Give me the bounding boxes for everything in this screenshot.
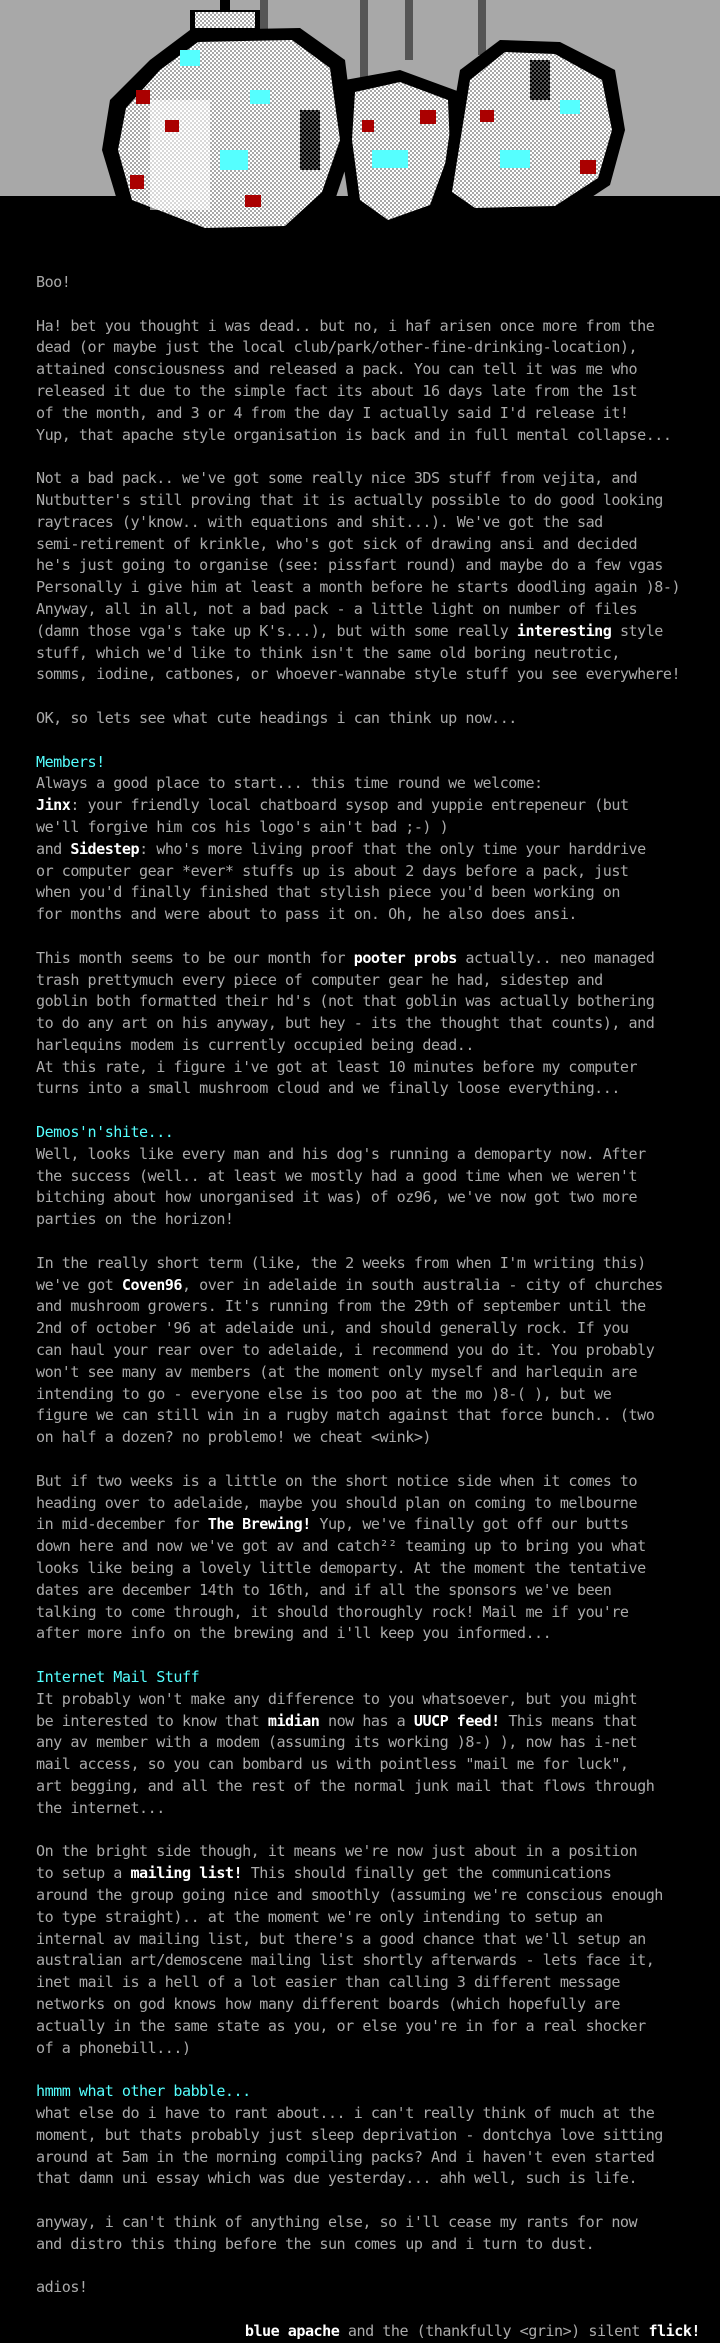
mail-line: On the bright side though, it means we're now just about in a position xyxy=(36,1842,638,1861)
pack-line: he's just going to organise (see: pissfart round) and maybe do a few vgas xyxy=(36,556,663,575)
mail-line: internal av mailing list, but there's a good chance that we'll setup an xyxy=(36,1929,646,1948)
signature-blue-apache: blue apache xyxy=(244,2321,340,2340)
pack-line-mixed xyxy=(36,621,716,643)
blue-apache-logo-icon xyxy=(0,0,720,245)
mail-line: of a phonebill...) xyxy=(36,2038,191,2057)
pooter-probs-emphasis: pooter probs xyxy=(353,948,457,967)
babble-line: what else do i have to rant about... i can't really think of much at the xyxy=(36,2103,655,2122)
mail-line: australian art/demoscene mailing list shortly afterwards - lets face it, xyxy=(36,1951,655,1970)
demos-line-text: Yup, we've finally got off our butts xyxy=(310,1515,629,1534)
member-name-jinx: Jinx xyxy=(36,796,71,815)
demos-line: figure we can still win in a rugby match against that force bunch.. (two xyxy=(36,1406,655,1425)
pooter-line: goblin both formatted their hd's (not that goblin was actually bothering xyxy=(36,992,655,1011)
interesting-emphasis: interesting xyxy=(516,621,612,640)
pack-line: Anyway, all in all, not a bad pack - a little light on number of files xyxy=(36,599,638,618)
mail-line-text: This means that xyxy=(499,1711,638,1730)
member-name-sidestep: Sidestep xyxy=(70,839,140,858)
demos-line: won't see many av members (at the moment only myself and harlequin are xyxy=(36,1362,638,1381)
mail-line: It probably won't make any difference to you whatsoever, but you might xyxy=(36,1689,638,1708)
demos-line-text: in mid-december for xyxy=(36,1515,208,1534)
demos-line: looks like being a lovely little demoparty. At the moment the tentative xyxy=(36,1559,646,1578)
members-line: Always a good place to start... this time round we welcome: xyxy=(36,774,543,793)
pooter-line: to do any art on his anyway, but hey - its the thought that counts), and xyxy=(36,1014,655,1033)
members-heading: Members! xyxy=(36,752,105,771)
demos-line: But if two weeks is a little on the short notice side when it comes to xyxy=(36,1471,638,1490)
mail-line-text: This should finally get the communications xyxy=(242,1864,612,1883)
demos-line xyxy=(36,1275,716,1297)
demos-line: on half a dozen? no problemo! we cheat <wink>) xyxy=(36,1428,432,1447)
demos-line: after more info on the brewing and i'll keep you informed... xyxy=(36,1624,552,1643)
intro-line: Yup, that apache style organisation is back and in full mental collapse... xyxy=(36,425,672,444)
signature-flick: flick! xyxy=(648,2321,700,2340)
members-line: or computer gear *ever* stuffs up is about 2 days before a pack, just xyxy=(36,861,629,880)
babble-line: around at 5am in the morning compiling packs? And i haven't even started xyxy=(36,2147,655,2166)
pooter-line-text: actually.. neo managed xyxy=(456,948,655,967)
demos-line: heading over to adelaide, maybe you should plan on coming to melbourne xyxy=(36,1493,638,1512)
pack-line: stuff, which we'd like to think isn't the same old boring neutrotic, xyxy=(36,643,620,662)
pack-line-text: (damn those vga's take up K's...), but with some really xyxy=(36,621,517,640)
members-line xyxy=(36,795,716,817)
mail-line: actually in the same state as you, or else you're in for a real shocker xyxy=(36,2016,646,2035)
the-brewing-emphasis: The Brewing! xyxy=(207,1515,311,1534)
uucp-feed-emphasis: UUCP feed! xyxy=(413,1711,500,1730)
mail-line: to type straight).. at the moment we're only intending to setup an xyxy=(36,1907,603,1926)
pack-line: Not a bad pack.. we've got some really nice 3DS stuff from vejita, and xyxy=(36,469,638,488)
members-line xyxy=(36,839,716,861)
babble-heading: hmmm what other babble... xyxy=(36,2082,251,2101)
babble-line: that damn uni essay which was due yesterday... ahh well, such is life. xyxy=(36,2169,638,2188)
pooter-line xyxy=(36,948,716,970)
signature-text: and the (thankfully <grin>) silent xyxy=(339,2321,649,2340)
demos-line: and mushroom growers. It's running from the 29th of september until the xyxy=(36,1297,646,1316)
demos-line: intending to go - everyone else is too poo at the mo )8-( ), but we xyxy=(36,1384,612,1403)
intro-line: attained consciousness and released a pack. You can tell it was me who xyxy=(36,360,638,379)
mail-line: the internet... xyxy=(36,1798,165,1817)
babble-line: anyway, i can't think of anything else, so i'll cease my rants for now xyxy=(36,2212,638,2231)
mail-line xyxy=(36,1863,716,1885)
demos-line: can haul your rear over to adelaide, i recommend you do it. You probably xyxy=(36,1341,655,1360)
demos-line: down here and now we've got av and catch²² teaming up to bring you what xyxy=(36,1537,646,1556)
pooter-line: turns into a small mushroom cloud and we finally loose everything... xyxy=(36,1079,620,1098)
mailing-list-emphasis: mailing list! xyxy=(130,1864,243,1883)
headings-intro: OK, so lets see what cute headings i can think up now... xyxy=(36,708,517,727)
mail-line: around the group going nice and smoothly (assuming we're conscious enough xyxy=(36,1885,663,1904)
nfo-text-body xyxy=(36,272,716,2343)
members-line: when you'd finally finished that stylish piece you'd been working on xyxy=(36,883,620,902)
demos-line xyxy=(36,1514,716,1536)
members-line: for months and were about to pass it on. Oh, he also does ansi. xyxy=(36,905,577,924)
demos-heading: Demos'n'shite... xyxy=(36,1123,174,1142)
pack-line: Personally i give him at least a month before he starts doodling again )8-) xyxy=(36,578,681,597)
members-line-text: : your friendly local chatboard sysop and yuppie entrepeneur (but xyxy=(70,796,629,815)
demos-line: 2nd of october '96 at adelaide uni, and should generally rock. If you xyxy=(36,1319,629,1338)
pack-line: semi-retirement of krinkle, who's got sick of drawing ansi and decided xyxy=(36,534,638,553)
header-logo-art xyxy=(0,0,720,245)
demos-line: the success (well.. at least we mostly had a good time when we weren't xyxy=(36,1166,638,1185)
mail-line xyxy=(36,1711,716,1733)
mail-line: networks on god knows how many different boards (which hopefully are xyxy=(36,1994,620,2013)
demos-line: talking to come through, it should thoroughly rock! Mail me if you're xyxy=(36,1602,629,1621)
midian-emphasis: midian xyxy=(267,1711,320,1730)
demos-line: dates are december 14th to 16th, and if all the sponsors we've been xyxy=(36,1580,612,1599)
members-line-text: : who's more living proof that the only time your harddrive xyxy=(139,839,646,858)
greeting: Boo! xyxy=(36,273,71,291)
pooter-line-text: This month seems to be our month for xyxy=(36,948,354,967)
demos-line: parties on the horizon! xyxy=(36,1210,234,1229)
demos-line: bitching about how unorganised it was) of oz96, we've now got two more xyxy=(36,1188,638,1207)
mail-line-text: now has a xyxy=(319,1711,414,1730)
intro-line: released it due to the simple fact its about 16 days late from the 1st xyxy=(36,381,638,400)
pooter-line: At this rate, i figure i've got at least 10 minutes before my computer xyxy=(36,1057,638,1076)
members-line: we'll forgive him cos his logo's ain't bad ;-) ) xyxy=(36,817,449,836)
demos-line: Well, looks like every man and his dog's running a demoparty now. After xyxy=(36,1144,646,1163)
signoff: adios! xyxy=(36,2278,88,2297)
demos-line-text: , over in adelaide in south australia - city of churches xyxy=(182,1275,663,1294)
mail-line: any av member with a modem (assuming its working )8-) ), now has i-net xyxy=(36,1733,638,1752)
demos-line: In the really short term (like, the 2 weeks from when I'm writing this) xyxy=(36,1253,646,1272)
pack-line: Nutbutter's still proving that it is actually possible to do good looking xyxy=(36,490,663,509)
pooter-line: trash prettymuch every piece of computer gear he had, sidestep and xyxy=(36,970,603,989)
mail-line-text: to setup a xyxy=(36,1864,131,1883)
pooter-line: harlequins modem is currently occupied being dead.. xyxy=(36,1035,474,1054)
mail-line: mail access, so you can bombard us with pointless "mail me for luck", xyxy=(36,1755,629,1774)
mail-line: inet mail is a hell of a lot easier than calling 3 different message xyxy=(36,1973,620,1992)
mail-line-text: be interested to know that xyxy=(36,1711,268,1730)
intro-line: dead (or maybe just the local club/park/other-fine-drinking-location), xyxy=(36,338,638,357)
intro-line: of the month, and 3 or 4 from the day I actually said I'd release it! xyxy=(36,403,629,422)
pack-line-text: style xyxy=(611,621,663,640)
babble-line: and distro this thing before the sun comes up and i turn to dust. xyxy=(36,2234,595,2253)
babble-line: moment, but thats probably just sleep deprivation - dontchya love sitting xyxy=(36,2125,663,2144)
coven96-emphasis: Coven96 xyxy=(121,1275,182,1294)
mail-line: art begging, and all the rest of the normal junk mail that flows through xyxy=(36,1776,655,1795)
demos-line-text: we've got xyxy=(36,1275,122,1294)
pack-line: raytraces (y'know.. with equations and shit...). We've got the sad xyxy=(36,512,603,531)
intro-line: Ha! bet you thought i was dead.. but no, i haf arisen once more from the xyxy=(36,316,655,335)
mail-heading: Internet Mail Stuff xyxy=(36,1668,200,1686)
pack-line: somms, iodine, catbones, or whoever-wannabe style stuff you see everywhere! xyxy=(36,665,681,684)
members-line-text: and xyxy=(36,839,71,858)
